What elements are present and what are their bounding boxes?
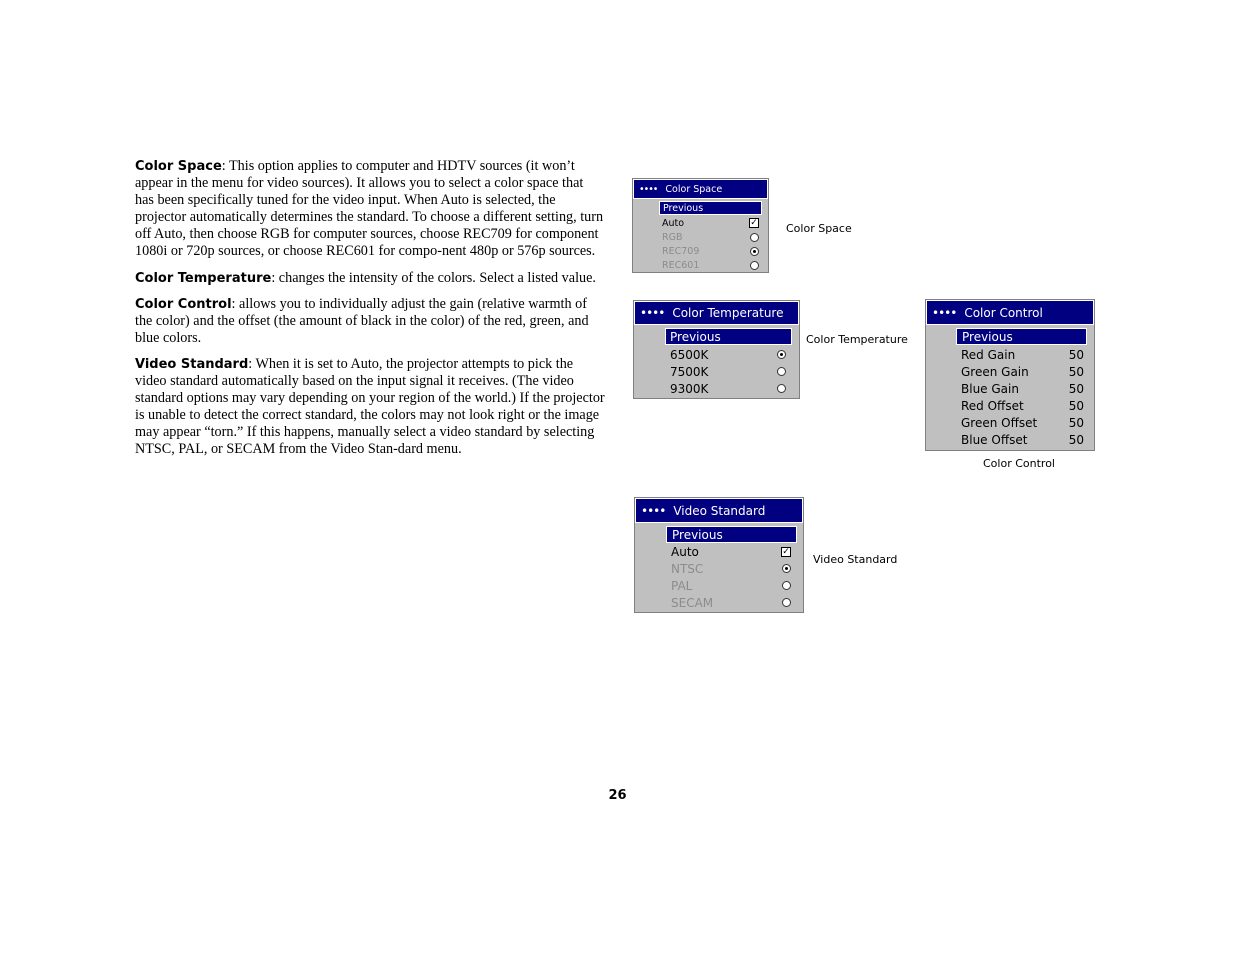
item-value: 50 bbox=[1068, 347, 1084, 362]
color-control-item-red-offset[interactable] bbox=[961, 397, 1084, 414]
desc-video-standard: : When it is set to Auto, the projector attempts to pick the video standard automatically based on the input signal it receives. (The video standard options may vary depending on your region of the world.) If the projector is unable to detect the correct standard, the colors may not look right or the image may appear “torn.” If this happens, manually select a video standard by selecting NTSC, PAL, or SECAM from the Video Stan-dard menu. bbox=[135, 355, 605, 458]
paragraph-video-standard bbox=[135, 356, 605, 459]
previous-label: Previous bbox=[663, 202, 704, 214]
color-space-item-rgb[interactable] bbox=[662, 230, 759, 244]
color-space-item-rec709[interactable] bbox=[662, 244, 759, 258]
color-space-previous[interactable] bbox=[659, 201, 762, 215]
color-space-item-auto[interactable] bbox=[662, 216, 759, 230]
term-video-standard: Video Standard bbox=[135, 356, 249, 372]
paragraph-color-control bbox=[135, 296, 605, 347]
term-color-space: Color Space bbox=[135, 159, 222, 174]
color-temperature-menu bbox=[633, 300, 800, 399]
color-control-item-blue-gain[interactable] bbox=[961, 380, 1084, 397]
term-color-control: Color Control bbox=[135, 296, 232, 312]
caption-color-control: Color Control bbox=[983, 457, 1055, 470]
page-number: 26 bbox=[608, 788, 627, 803]
paragraph-color-temperature bbox=[135, 270, 605, 287]
body-text bbox=[135, 158, 605, 468]
video-standard-item-ntsc[interactable] bbox=[671, 560, 791, 577]
video-standard-menu bbox=[634, 497, 804, 613]
desc-color-space: : This option applies to computer and HDTV sources (it won’t appear in the menu for video sources). It allows you to select a color space that has been specifically tuned for the video input. When Auto is selected, the projector automatically determines the standard. To choose a different setting, turn off Auto, then choose RGB for computer sources, choose REC709 for component 1080i or 720p sources, or choose REC601 for compo-nent 480p or 576p sources. bbox=[135, 158, 604, 260]
color-space-item-rec601[interactable] bbox=[662, 258, 759, 272]
item-label: Auto bbox=[671, 544, 699, 559]
caption-video-standard: Video Standard bbox=[813, 553, 898, 566]
radio-icon[interactable] bbox=[782, 581, 791, 590]
color-temperature-previous[interactable] bbox=[665, 328, 792, 345]
item-label: Green Gain bbox=[961, 364, 1029, 379]
color-temperature-menu-header bbox=[634, 301, 799, 325]
menu-dots-icon: •••• bbox=[932, 305, 957, 320]
video-standard-previous[interactable] bbox=[666, 526, 797, 543]
item-label: REC601 bbox=[662, 259, 700, 271]
checkbox-checked-icon[interactable]: ✓ bbox=[782, 546, 790, 557]
menu-dots-icon: •••• bbox=[639, 183, 658, 195]
video-standard-item-secam[interactable] bbox=[671, 594, 791, 611]
paragraph-color-space bbox=[135, 158, 605, 261]
color-control-menu bbox=[925, 299, 1095, 451]
radio-icon[interactable] bbox=[750, 233, 759, 242]
item-label: 9300K bbox=[670, 381, 709, 396]
radio-selected-icon[interactable] bbox=[777, 350, 786, 359]
color-control-item-green-gain[interactable] bbox=[961, 363, 1084, 380]
color-space-menu-header bbox=[633, 179, 768, 199]
caption-color-space: Color Space bbox=[786, 222, 852, 235]
item-value: 50 bbox=[1068, 381, 1084, 396]
color-temperature-item-6500k[interactable] bbox=[670, 346, 786, 363]
color-temperature-item-9300k[interactable] bbox=[670, 380, 786, 397]
color-control-previous[interactable] bbox=[956, 328, 1087, 345]
item-label: SECAM bbox=[671, 595, 714, 610]
video-standard-item-pal[interactable] bbox=[671, 577, 791, 594]
item-value: 50 bbox=[1068, 398, 1084, 413]
item-label: REC709 bbox=[662, 245, 700, 257]
color-control-menu-title: Color Control bbox=[964, 305, 1043, 320]
item-value: 50 bbox=[1068, 364, 1084, 379]
radio-icon[interactable] bbox=[750, 261, 759, 270]
item-label: Green Offset bbox=[961, 415, 1038, 430]
previous-label: Previous bbox=[670, 329, 721, 344]
item-label: Blue Gain bbox=[961, 381, 1019, 396]
desc-color-temperature: : changes the intensity of the colors. Select a listed value. bbox=[271, 269, 596, 286]
color-temperature-item-7500k[interactable] bbox=[670, 363, 786, 380]
item-label: PAL bbox=[671, 578, 693, 593]
item-label: Red Offset bbox=[961, 398, 1024, 413]
menu-dots-icon: •••• bbox=[640, 306, 665, 320]
item-label: Blue Offset bbox=[961, 432, 1028, 447]
color-temperature-menu-title: Color Temperature bbox=[672, 306, 784, 320]
item-value: 50 bbox=[1068, 432, 1084, 447]
color-control-menu-header bbox=[926, 300, 1094, 325]
previous-label: Previous bbox=[672, 527, 723, 542]
video-standard-menu-title: Video Standard bbox=[673, 503, 766, 518]
term-color-temperature: Color Temperature bbox=[135, 270, 272, 286]
desc-color-control: : allows you to individually adjust the gain (relative warmth of the color) and the offset (the amount of black in the color) of the red, green, and blue colors. bbox=[135, 295, 589, 346]
previous-label: Previous bbox=[962, 329, 1013, 344]
menu-dots-icon: •••• bbox=[641, 503, 666, 518]
item-label: Auto bbox=[662, 217, 685, 229]
radio-icon[interactable] bbox=[782, 598, 791, 607]
color-space-menu-title: Color Space bbox=[665, 183, 723, 195]
item-label: 6500K bbox=[670, 347, 709, 362]
color-space-menu bbox=[632, 178, 769, 273]
item-value: 50 bbox=[1068, 415, 1084, 430]
item-label: 7500K bbox=[670, 364, 709, 379]
video-standard-menu-header bbox=[635, 498, 803, 523]
video-standard-item-auto[interactable] bbox=[671, 543, 791, 560]
checkbox-checked-icon[interactable]: ✓ bbox=[750, 218, 758, 228]
color-control-item-red-gain[interactable] bbox=[961, 346, 1084, 363]
color-control-item-blue-offset[interactable] bbox=[961, 431, 1084, 448]
radio-icon[interactable] bbox=[777, 384, 786, 393]
radio-icon[interactable] bbox=[777, 367, 786, 376]
item-label: NTSC bbox=[671, 561, 704, 576]
radio-selected-icon[interactable] bbox=[750, 247, 759, 256]
radio-selected-icon[interactable] bbox=[782, 564, 791, 573]
item-label: Red Gain bbox=[961, 347, 1016, 362]
item-label: RGB bbox=[662, 231, 683, 243]
color-control-item-green-offset[interactable] bbox=[961, 414, 1084, 431]
caption-color-temperature: Color Temperature bbox=[806, 333, 908, 346]
